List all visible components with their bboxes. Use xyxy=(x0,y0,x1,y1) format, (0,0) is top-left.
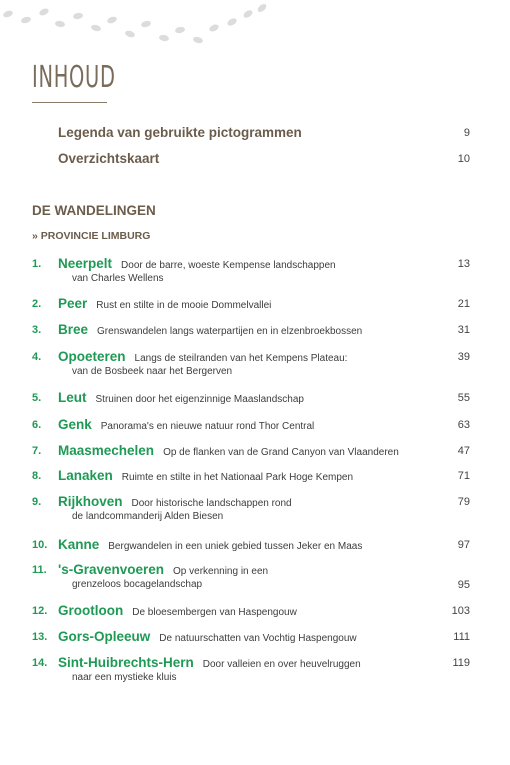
walk-description: Door historische landschappen rond xyxy=(131,498,292,509)
walk-description-cont: van Charles Wellens xyxy=(72,273,164,284)
walk-name: Rijkhoven xyxy=(58,494,123,509)
walk-name: Genk xyxy=(58,417,92,432)
walk-name: Lanaken xyxy=(58,468,113,483)
walk-page: 71 xyxy=(457,470,470,482)
toc-entry-overzichtskaart[interactable] xyxy=(58,151,470,171)
walk-page: 79 xyxy=(457,496,470,508)
walk-page: 21 xyxy=(457,298,470,310)
walk-description: Ruimte en stilte in het Nationaal Park Hoge Kempen xyxy=(121,472,354,483)
walk-description: Panorama's en nieuwe natuur rond Thor Central xyxy=(100,421,315,432)
walk-number: 14. xyxy=(32,657,48,669)
walk-number: 6. xyxy=(32,419,42,431)
walk-name: Opoeteren xyxy=(58,349,126,364)
walk-page: 55 xyxy=(457,392,470,404)
toc-entry-page: 10 xyxy=(457,153,470,165)
walk-name: Maasmechelen xyxy=(58,443,155,458)
walk-page: 97 xyxy=(457,539,470,551)
walk-number: 1. xyxy=(32,258,42,270)
walk-page: 119 xyxy=(452,657,470,669)
walk-number: 8. xyxy=(32,470,42,482)
walk-name: Gors-Opleeuw xyxy=(58,629,151,644)
walk-name: Peer xyxy=(58,296,88,311)
walk-description: Door valleien en over heuvelruggen xyxy=(202,659,361,670)
walk-page: 31 xyxy=(457,324,470,336)
walk-description: Grenswandelen langs waterpartijen en in elzenbroekbossen xyxy=(97,326,363,337)
walk-number: 10. xyxy=(32,539,48,551)
walk-page: 63 xyxy=(457,419,470,431)
section-heading: DE WANDELINGEN xyxy=(32,203,156,218)
walk-name: Sint-Huibrechts-Hern xyxy=(58,655,194,670)
walk-description: Bergwandelen in een uniek gebied tussen Jeker en Maas xyxy=(108,541,363,552)
page-title: INHOUD xyxy=(32,60,116,95)
walk-name: 's-Gravenvoeren xyxy=(58,562,165,577)
walk-name: Leut xyxy=(58,390,87,405)
walk-number: 9. xyxy=(32,496,42,508)
title-underline xyxy=(32,102,107,103)
walk-description: Struinen door het eigenzinnige Maaslandschap xyxy=(95,394,304,405)
walk-description: De natuurschatten van Vochtig Haspengouw xyxy=(159,633,357,644)
walk-description-cont: grenzeloos bocagelandschap xyxy=(72,579,203,590)
walk-number: 4. xyxy=(32,351,42,363)
walk-name: Neerpelt xyxy=(58,256,113,271)
walk-page: 39 xyxy=(457,351,470,363)
toc-entry-page: 9 xyxy=(463,127,470,139)
walk-number: 7. xyxy=(32,445,42,457)
walk-page: 103 xyxy=(451,605,470,617)
walk-description: Langs de steilranden van het Kempens Plateau: xyxy=(134,353,348,364)
walk-page: 13 xyxy=(457,258,470,270)
footprints-decoration-icon xyxy=(0,0,270,50)
walk-description: De bloesembergen van Haspengouw xyxy=(132,607,297,618)
walk-number: 11. xyxy=(32,564,47,576)
walk-name: Kanne xyxy=(58,537,100,552)
subsection-heading: » PROVINCIE LIMBURG xyxy=(32,230,151,242)
walk-description-cont: de landcommanderij Alden Biesen xyxy=(72,511,224,522)
walk-page: 95 xyxy=(457,579,470,591)
walk-description: Rust en stilte in de mooie Dommelvallei xyxy=(96,300,272,311)
walk-number: 2. xyxy=(32,298,42,310)
walk-number: 3. xyxy=(32,324,42,336)
toc-entry-label: Legenda van gebruikte pictogrammen xyxy=(58,125,302,140)
walk-description: Op de flanken van de Grand Canyon van Vlaanderen xyxy=(163,447,399,458)
walk-name: Bree xyxy=(58,322,89,337)
walk-description: Door de barre, woeste Kempense landschappen xyxy=(121,260,336,271)
walk-description-cont: naar een mystieke kluis xyxy=(72,672,177,683)
walk-number: 13. xyxy=(32,631,48,643)
walk-number: 12. xyxy=(32,605,48,617)
walk-name: Grootloon xyxy=(58,603,124,618)
walk-description-cont: van de Bosbeek naar het Bergerven xyxy=(72,366,233,377)
walk-description: Op verkenning in een xyxy=(173,566,269,577)
walk-number: 5. xyxy=(32,392,42,404)
toc-entry-legenda[interactable] xyxy=(58,125,470,145)
walk-page: 47 xyxy=(457,445,470,457)
walk-page: 111 xyxy=(453,631,470,643)
toc-entry-label: Overzichtskaart xyxy=(58,151,160,166)
